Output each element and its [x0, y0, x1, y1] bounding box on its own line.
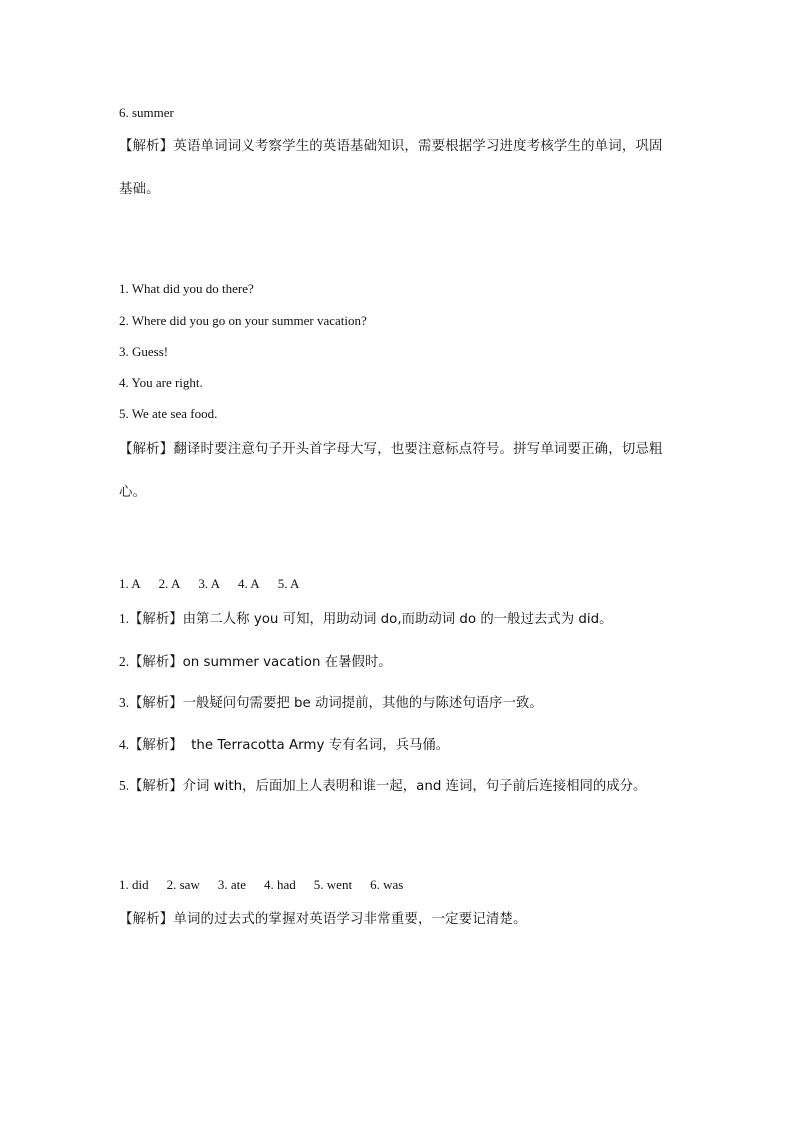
past-tense-answers-row: [119, 877, 403, 893]
explanation-text: 由第二人称 you 可知，用助动词 do,而助动词 do 的一般过去式为 did。: [182, 612, 613, 627]
choice-answers-row: [119, 576, 299, 592]
answer-6-summer: 6. summer: [119, 105, 174, 120]
translation-answer-4: 4. You are right.: [119, 375, 203, 390]
analysis-text: 翻译时要注意句子开头首字母大写，也要注意标点符号。拼写单词要正确，切忌粗: [173, 442, 663, 457]
past-tense-answer-4: 4. had: [264, 877, 296, 892]
explanation-number: 3.: [119, 695, 130, 710]
analysis-label: 【解析】: [119, 912, 174, 927]
translation-answer-5: 5. We ate sea food.: [119, 406, 218, 421]
analysis-label: 【解析】: [129, 655, 183, 670]
past-tense-answer-3: 3. ate: [217, 877, 246, 892]
past-tense-answer-5: 5. went: [313, 877, 353, 892]
explanation-text: 一般疑问句需要把 be 动词提前，其他的与陈述句语序一致。: [182, 696, 543, 711]
translation-answer-1: 1. What did you do there?: [119, 281, 254, 296]
analysis-label: 【解析】: [119, 139, 174, 154]
analysis-label: 【解析】: [129, 696, 183, 711]
analysis-paragraph-2-line-2: 心。: [119, 485, 147, 500]
explanation-number: 5.: [119, 778, 130, 793]
explanation-4: [119, 737, 449, 754]
analysis-text: 英语单词词义考察学生的英语基础知识，需要根据学习进度考核学生的单词，巩固: [173, 139, 663, 154]
past-tense-answer-2: 2. saw: [166, 877, 200, 892]
past-tense-answer-6: 6. was: [370, 877, 404, 892]
analysis-paragraph-2-line-1: [119, 442, 663, 458]
analysis-paragraph-1-line-1: [119, 139, 663, 155]
explanation-1: [119, 611, 613, 628]
explanation-number: 4.: [119, 737, 130, 752]
translation-answer-3: 3. Guess!: [119, 344, 169, 359]
choice-answer-3: 3. A: [198, 576, 221, 591]
analysis-paragraph-4: [119, 912, 527, 928]
analysis-label: 【解析】: [119, 442, 174, 457]
past-tense-answer-1: 1. did: [119, 877, 149, 892]
analysis-paragraph-1-line-2: 基础。: [119, 182, 160, 197]
explanation-2: [119, 654, 392, 671]
choice-answer-4: 4. A: [238, 576, 260, 591]
choice-answer-5: 5. A: [277, 576, 300, 591]
choice-answer-1: 1. A: [119, 576, 141, 591]
analysis-text: 单词的过去式的掌握对英语学习非常重要，一定要记清楚。: [173, 912, 527, 927]
analysis-label: 【解析】: [129, 779, 183, 794]
choice-answer-2: 2. A: [158, 576, 181, 591]
translation-answer-2: 2. Where did you go on your summer vacation?: [119, 313, 367, 328]
analysis-label: 【解析】: [129, 738, 183, 753]
explanation-number: 2.: [119, 654, 130, 669]
explanation-text: 介词 with，后面加上人表明和谁一起，and 连词，句子前后连接相同的成分。: [182, 779, 647, 794]
explanation-number: 1.: [119, 611, 130, 626]
analysis-label: 【解析】: [129, 612, 183, 627]
explanation-3: [119, 695, 543, 712]
explanation-5: [119, 778, 646, 795]
explanation-text: on summer vacation 在暑假时。: [182, 655, 392, 670]
explanation-text: the Terracotta Army 专有名词，兵马俑。: [182, 738, 450, 753]
